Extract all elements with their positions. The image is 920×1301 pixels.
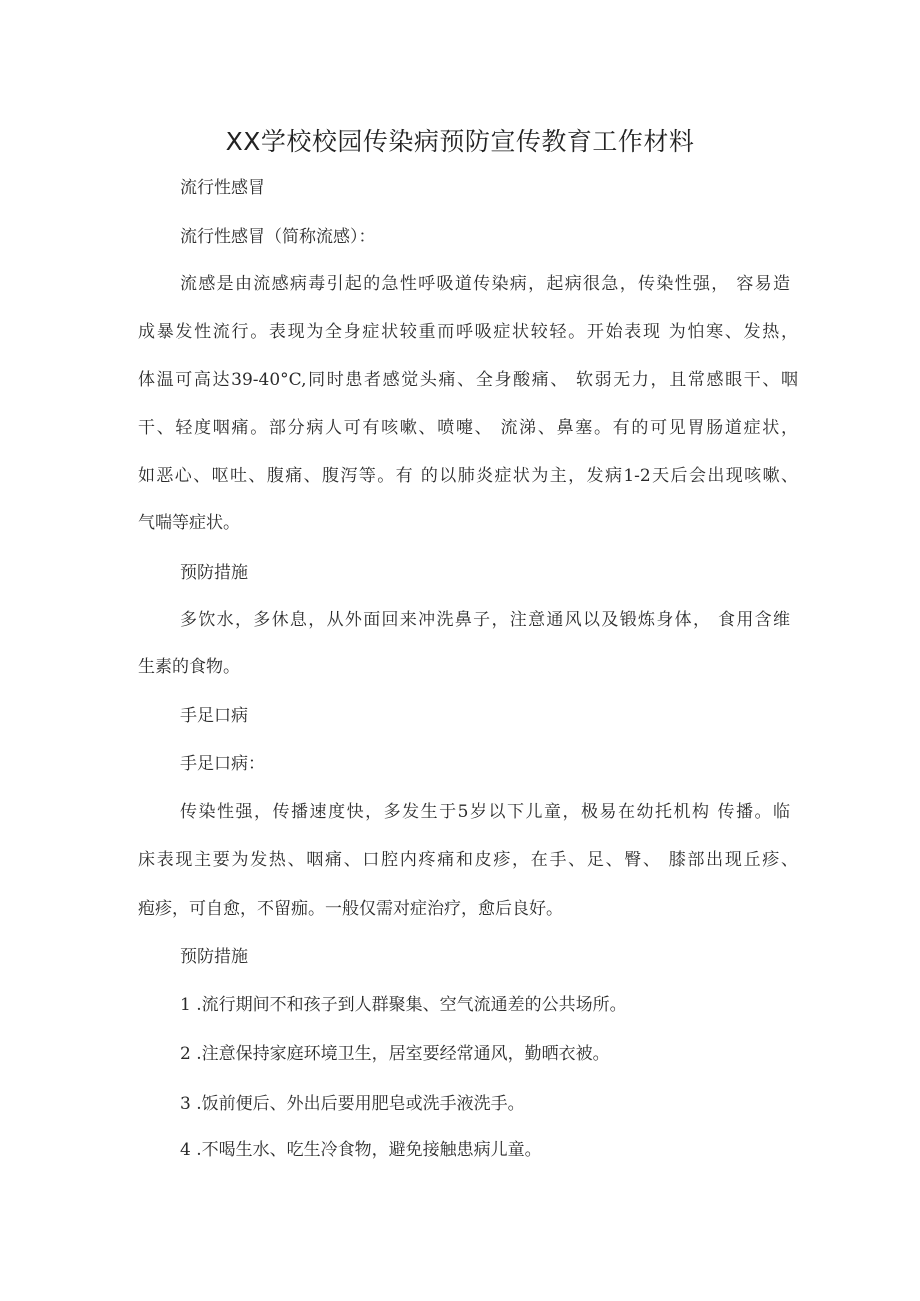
section-heading-hfmd: 手足口病 bbox=[180, 706, 248, 726]
prevention-item: 1 .流行期间不和孩子到人群聚集、空气流通差的公共场所。 bbox=[180, 995, 627, 1015]
paragraph-line: 传染性强，传播速度快，多发生于5岁以下儿童，极易在幼托机构 传播。临 bbox=[180, 802, 790, 822]
prevention-heading-hfmd: 预防措施 bbox=[180, 947, 248, 967]
paragraph-line: 干、轻度咽痛。部分病人可有咳嗽、喷嚏、 流涕、鼻塞。有的可见胃肠道症状， bbox=[138, 418, 798, 438]
paragraph-line: 疱疹，可自愈，不留痂。一般仅需对症治疗，愈后良好。 bbox=[138, 899, 563, 919]
prevention-heading-influenza: 预防措施 bbox=[180, 563, 248, 583]
paragraph-line: 如恶心、呕吐、腹痛、腹泻等。有 的以肺炎症状为主，发病1-2天后会出现咳嗽、 bbox=[138, 466, 798, 486]
section-subheading-hfmd: 手足口病： bbox=[180, 754, 265, 774]
document-title: XX学校校园传染病预防宣传教育工作材料 bbox=[225, 127, 695, 156]
prevention-item: 3 .饭前便后、外出后要用肥皂或洗手液洗手。 bbox=[180, 1094, 525, 1114]
section-subheading-influenza: 流行性感冒（简称流感）： bbox=[180, 227, 376, 247]
paragraph-line: 气喘等症状。 bbox=[138, 513, 240, 533]
paragraph-line: 成暴发性流行。表现为全身症状较重而呼吸症状较轻。开始表现 为怕寒、发热， bbox=[138, 322, 798, 342]
prevention-item: 2 .注意保持家庭环境卫生，居室要经常通风，勤晒衣被。 bbox=[180, 1044, 610, 1064]
paragraph-line: 床表现主要为发热、咽痛、口腔内疼痛和皮疹，在手、足、臀、 膝部出现丘疹、 bbox=[138, 850, 798, 870]
section-heading-influenza: 流行性感冒 bbox=[180, 178, 265, 198]
prevention-line: 多饮水，多休息，从外面回来冲洗鼻子，注意通风以及锻炼身体， 食用含维 bbox=[180, 610, 790, 630]
prevention-line: 生素的食物。 bbox=[138, 657, 240, 677]
paragraph-line: 体温可高达39-40°C,同时患者感觉头痛、全身酸痛、 软弱无力，且常感眼干、咽 bbox=[138, 370, 798, 390]
prevention-item: 4 .不喝生水、吃生冷食物，避免接触患病儿童。 bbox=[180, 1140, 542, 1160]
paragraph-line: 流感是由流感病毒引起的急性呼吸道传染病，起病很急，传染性强， 容易造 bbox=[180, 274, 790, 294]
